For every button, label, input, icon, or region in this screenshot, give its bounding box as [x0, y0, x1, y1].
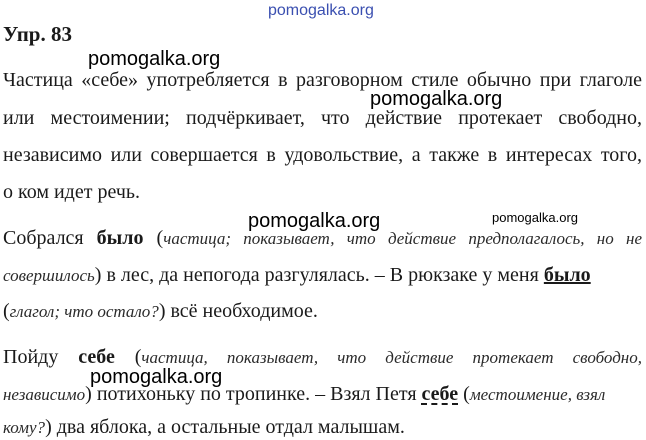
grammar-note: глагол; что осталo? [9, 302, 159, 321]
intro-line-4: о ком идет речь. [3, 181, 141, 203]
grammar-note: совершилось [3, 266, 95, 285]
example-text: Пойду [3, 346, 79, 368]
example-text: ) всё необходимое. [158, 300, 318, 322]
example1-line-1 [3, 226, 642, 251]
watermark-top: pomogalka.org [268, 2, 374, 19]
grammar-note: частица, показывает, что действие протекает свободно, [141, 348, 642, 367]
watermark: pomogalka.org [248, 210, 381, 232]
highlighted-word: себе [78, 346, 115, 368]
example-text: ) в лес, да непогода разгулялась. – В рюкзаке у меня [94, 264, 544, 286]
intro-line-2: или местоимении; подчёркивает, что действие протекает свободно, [3, 107, 642, 129]
example-text: ( [143, 227, 164, 249]
watermark: pomogalka.org [370, 88, 503, 110]
grammar-note: независимо [3, 385, 86, 404]
example1-line-3 [3, 299, 642, 324]
intro-line-1: Частица «себе» употребляется в разговорном стиле обычно при глаголе [3, 69, 642, 91]
highlighted-word: себе [421, 383, 459, 405]
example-text: ) потихоньку по тропинке. – Взял Петя [85, 383, 422, 405]
highlighted-word: было [96, 227, 144, 249]
example-text: ( [3, 300, 10, 322]
example2-line-2 [3, 382, 642, 407]
grammar-note: частица; показывает, что действие предполагалось, но не [163, 229, 642, 248]
grammar-note: местоимение, взял [469, 385, 606, 404]
watermark: pomogalka.org [90, 366, 223, 388]
grammar-note: кому? [3, 418, 46, 437]
example-text: Собрался [3, 227, 97, 249]
example1-line-2 [3, 263, 642, 288]
exercise-title: Упр. 83 [3, 22, 72, 46]
highlighted-word: было [543, 264, 591, 286]
example2-line-3 [3, 415, 642, 440]
example-text: ( [114, 346, 142, 368]
intro-line-3: независимо или совершается в удовольствие, а также в интересах того, [3, 144, 642, 166]
example-text: ( [458, 383, 470, 405]
example-text: ) два яблока, а остальные отдал малышам. [45, 416, 405, 438]
watermark: pomogalka.org [88, 48, 221, 70]
watermark: pomogalka.org [492, 210, 578, 225]
